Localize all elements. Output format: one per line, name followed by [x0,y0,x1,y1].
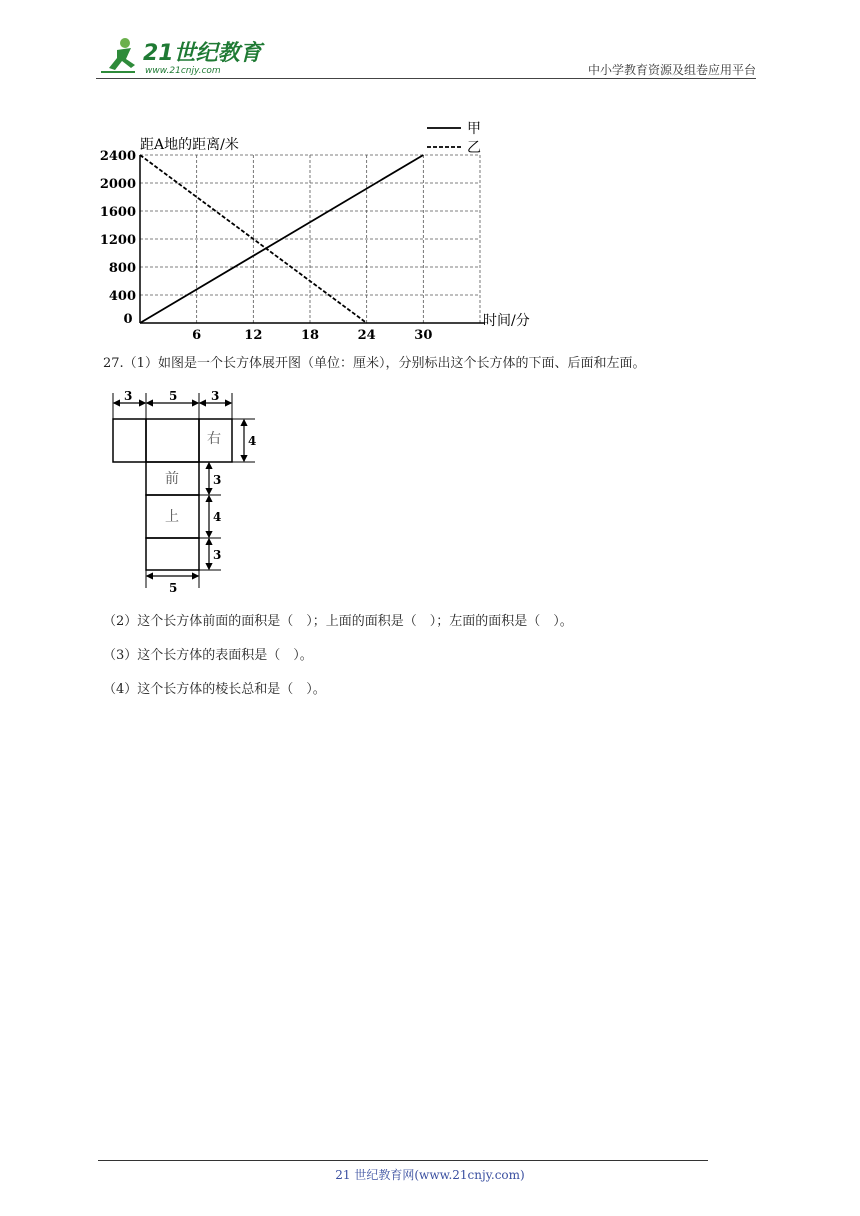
question-27-part-1: 27.（1）如图是一个长方体展开图（单位：厘米），分别标出这个长方体的下面、后面和左面。 [103,356,646,371]
y-tick-label: 400 [108,289,136,304]
brand-name: 21世纪教育 [143,41,262,66]
x-tick-label: 12 [244,328,263,343]
dim-col-2: 4 [213,510,222,524]
brand-logo [95,34,265,78]
question-27-part-3: （3）这个长方体的表面积是（ ）。 [103,648,313,663]
y-axis-label: 距A地的距离/米 [140,137,239,153]
net-face-bottom-unlabeled [146,419,199,462]
runner-icon [101,38,135,72]
x-axis-label: 时间/分 [483,313,530,329]
x-tick-label: 24 [357,328,376,343]
dim-col-1: 3 [213,473,222,487]
x-tick-label: 30 [414,328,433,343]
brand-url: www.21cnjy.com [145,66,221,76]
question-27-part-2: （2）这个长方体前面的面积是（ ）；上面的面积是（ ）；左面的面积是（ ）。 [103,614,573,629]
question-27-part-4: （4）这个长方体的棱长总和是（ ）。 [103,682,326,697]
x-tick-label: 6 [192,328,202,343]
chart-ticks [100,149,433,343]
dim-col-3: 3 [213,548,222,562]
y-tick-label: 800 [108,261,136,276]
face-label-top: 上 [165,509,179,525]
net-face-back-unlabeled [146,538,199,570]
dim-top-right: 3 [211,389,220,403]
dim-top-mid: 5 [169,389,178,403]
legend-label: 甲 [467,121,481,137]
net-dimension-arrows [114,403,244,576]
x-tick-label: 18 [300,328,320,343]
face-label-right: 右 [207,431,221,447]
net-face-left-unlabeled [113,419,146,462]
x-tick-label: 0 [123,312,133,327]
face-label-front: 前 [165,471,179,487]
header-tagline: 中小学教育资源及组卷应用平台 [587,63,756,77]
cuboid-net-diagram [103,388,263,598]
header-divider [96,78,756,79]
y-tick-label: 1200 [99,233,136,248]
dim-right-side: 4 [248,434,257,448]
footer-text: 21 世纪教育网(www.21cnjy.com) [335,1168,525,1182]
y-tick-label: 1600 [99,205,136,220]
chart-legend [427,121,481,156]
distance-time-chart [95,115,545,343]
legend-label: 乙 [467,140,481,156]
footer-divider [98,1160,708,1161]
y-tick-label: 2000 [99,177,136,192]
dim-top-left: 3 [124,389,133,403]
dim-bottom: 5 [169,581,178,595]
net-extension-lines [113,393,255,588]
chart-grid [140,155,480,323]
y-tick-label: 2400 [99,149,136,164]
